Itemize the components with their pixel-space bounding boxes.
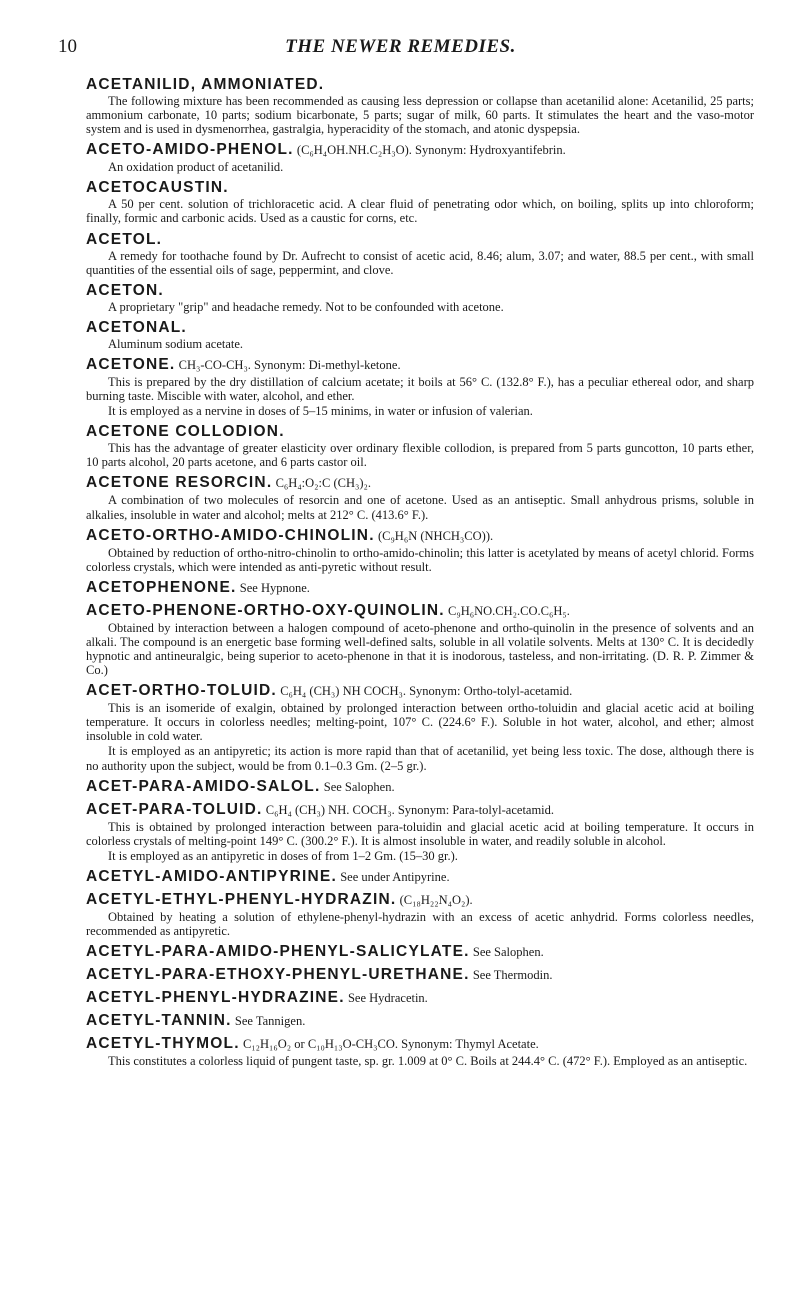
entry-heading bbox=[86, 778, 754, 796]
entry-paragraph: It is employed as an antipyretic in doses of from 1–2 Gm. (15–30 gr.). bbox=[108, 848, 458, 863]
entry bbox=[86, 943, 754, 961]
entry-formula: (C₉H₆N (NHCH₃CO)). bbox=[377, 528, 494, 543]
entry-term: ACETYL-PHENYL-HYDRAZINE. bbox=[86, 989, 345, 1007]
entry-formula: C₆H₄ (CH₃) NH. COCH₃. Synonym: Para-tolyl-acetamid. bbox=[265, 802, 555, 817]
entry-formula: See Tannigen. bbox=[234, 1014, 306, 1029]
entry-term: ACETOCAUSTIN. bbox=[86, 179, 229, 197]
dictionary-entries bbox=[86, 76, 754, 1068]
page-header bbox=[0, 36, 801, 66]
entry-paragraph: A 50 per cent. solution of trichloracetic acid. A clear fluid of penetrating odor which, on boiling, splits up into chloroform; finally, formic and carbonic acids. Used as a caustic for corns, etc. bbox=[86, 197, 754, 226]
entry-paragraph: It is employed as a nervine in doses of 5–15 minims, in water or infusion of valerian. bbox=[108, 404, 533, 419]
page-number: 10 bbox=[58, 36, 77, 57]
entry bbox=[86, 179, 754, 225]
entry-paragraph: An oxidation product of acetanilid. bbox=[108, 160, 284, 175]
entry-heading bbox=[86, 966, 754, 984]
entry-term: ACETO-AMIDO-PHENOL. bbox=[86, 141, 294, 159]
entry bbox=[86, 319, 754, 351]
entry bbox=[86, 966, 754, 984]
entry-term: ACET-ORTHO-TOLUID. bbox=[86, 682, 277, 700]
entry-term: ACETYL-AMIDO-ANTIPYRINE. bbox=[86, 867, 337, 885]
entry bbox=[86, 76, 754, 136]
running-title: THE NEWER REMEDIES. bbox=[285, 36, 516, 57]
entry bbox=[86, 474, 754, 521]
entry-term: ACETON. bbox=[86, 281, 164, 299]
entry-term: ACETONE. bbox=[86, 355, 176, 373]
entry-heading bbox=[86, 179, 754, 196]
entry bbox=[86, 682, 754, 772]
entry-term: ACETOL. bbox=[86, 230, 163, 248]
entry-term: ACETYL-THYMOL. bbox=[86, 1035, 240, 1053]
entry bbox=[86, 801, 754, 863]
entry-heading bbox=[86, 527, 754, 545]
entry-term: ACETOPHENONE. bbox=[86, 578, 237, 596]
entry-term: ACETANILID, AMMONIATED. bbox=[86, 76, 325, 93]
entry-heading bbox=[86, 579, 754, 597]
entry-heading bbox=[86, 682, 754, 700]
entry-paragraph: This is prepared by the dry distillation of calcium acetate; it boils at 56° C. (132.8° F.), has a peculiar ethereal odor, and sharp burning taste. Miscible with water, alcohol, and ether. bbox=[86, 374, 754, 404]
entry-heading bbox=[86, 141, 754, 159]
entry-paragraph: The following mixture has been recommended as causing less depression or collapse than acetanilid alone: Acetanilid, 25 parts; ammonium carbonate, 10 parts; sodium bicarbonate, 5 parts; sugar of milk, 60 parts. It stimulates the heart and the vaso-motor system and is used in dysmenorrhea, gastralgia, hyperacidity of the stomach, and atonic dyspepsia. bbox=[86, 94, 754, 137]
entry-term: ACETO-ORTHO-AMIDO-CHINOLIN. bbox=[86, 526, 375, 544]
entry-heading bbox=[86, 474, 754, 492]
entry-heading bbox=[86, 231, 754, 248]
entry bbox=[86, 778, 754, 796]
entry-paragraph: Obtained by interaction between a halogen compound of aceto-phenone and ortho-quinolin in the presence of solvents and an alkali. The compound is an energetic base forming well-defined salts, soluble in all volatile solvents. Melts at 130° C. It is decidedly hypnotic and antineuralgic, being superior to aceto-phenone in that it is inodorous, tasteless, and non-irritating. (D. R. P. Zimmer & Co.) bbox=[86, 620, 754, 678]
entry-heading bbox=[86, 943, 754, 961]
entry-formula: See Salophen. bbox=[472, 945, 544, 960]
entry-paragraph: Obtained by reduction of ortho-nitro-chinolin to ortho-amido-chinolin; this latter is acetylated by means of acetyl chlorid. Forms colorless crystals, which were intended as anti-pyretic without result. bbox=[86, 545, 754, 574]
entry-term: ACET-PARA-TOLUID. bbox=[86, 800, 263, 818]
entry-heading bbox=[86, 76, 754, 93]
entry-heading bbox=[86, 602, 754, 620]
entry-term: ACETYL-PARA-ETHOXY-PHENYL-URETHANE. bbox=[86, 966, 470, 984]
entry bbox=[86, 1012, 754, 1030]
entry-term: ACETONAL. bbox=[86, 318, 187, 336]
entry-term: ACET-PARA-AMIDO-SALOL. bbox=[86, 777, 321, 795]
entry bbox=[86, 282, 754, 314]
entry bbox=[86, 868, 754, 886]
entry bbox=[86, 579, 754, 597]
entry-term: ACETONE COLLODION. bbox=[86, 423, 285, 441]
entry-heading bbox=[86, 1012, 754, 1030]
entry-paragraph: A combination of two molecules of resorcin and one of acetone. Used as an antiseptic. Small anhydrous prisms, soluble in alkalies, insoluble in water and alcohol; melts at 212° C. (413.6° F.). bbox=[86, 493, 754, 522]
entry-term: ACETYL-PARA-AMIDO-PHENYL-SALICYLATE. bbox=[86, 943, 470, 961]
entry-formula: See under Antipyrine. bbox=[340, 869, 450, 884]
entry-term: ACETYL-TANNIN. bbox=[86, 1012, 232, 1030]
entry-term: ACETYL-ETHYL-PHENYL-HYDRAZIN. bbox=[86, 890, 397, 908]
entry-formula: See Salophen. bbox=[323, 779, 395, 794]
entry-formula: C₁₂H₁₆O₂ or C₁₀H₁₃O-CH₃CO. Synonym: Thymyl Acetate. bbox=[242, 1037, 539, 1052]
entry-paragraph: This is an isomeride of exalgin, obtained by prolonged interaction between ortho-toluidin and glacial acetic acid at boiling temperature. It occurs in colorless needles; melting-point, 107° C. (224.6° F.). Soluble in hot water, alcohol, and ether; almost insoluble in cold water. bbox=[86, 701, 754, 744]
entry-heading bbox=[86, 868, 754, 886]
entry-formula: (C₁₈H₂₂N₄O₂). bbox=[399, 892, 473, 907]
entry bbox=[86, 602, 754, 677]
entry bbox=[86, 891, 754, 938]
entry-heading bbox=[86, 801, 754, 819]
entry-formula: (C₆H₄OH.NH.C₂H₃O). Synonym: Hydroxyantifebrin. bbox=[296, 143, 566, 158]
entry-paragraph: A remedy for toothache found by Dr. Aufrecht to consist of acetic acid, 8.46; alum, 3.07; and water, 88.5 per cent., with small quantities of the essential oils of sage, peppermint, and clove. bbox=[86, 248, 754, 277]
entry-term: ACETO-PHENONE-ORTHO-OXY-QUINOLIN. bbox=[86, 601, 445, 619]
entry-formula: C₆H₄ (CH₃) NH COCH₃. Synonym: Ortho-tolyl-acetamid. bbox=[280, 684, 573, 699]
entry-paragraph: It is employed as an antipyretic; its action is more rapid than that of acetanilid, yet being less toxic. The dose, although there is no authority upon the subject, would be from 0.1–0.3 Gm. (2–5 gr.). bbox=[86, 744, 754, 773]
entry-paragraph: Aluminum sodium acetate. bbox=[108, 336, 244, 351]
entry bbox=[86, 989, 754, 1007]
entry-formula: See Thermodin. bbox=[472, 968, 553, 983]
entry bbox=[86, 423, 754, 469]
entry bbox=[86, 527, 754, 574]
entry-formula: C₉H₆NO.CH₂.CO.C₆H₅. bbox=[448, 603, 570, 618]
entry-heading bbox=[86, 1035, 754, 1053]
entry bbox=[86, 231, 754, 277]
entry-term: ACETONE RESORCIN. bbox=[86, 474, 273, 492]
entry-heading bbox=[86, 891, 754, 909]
entry-paragraph: Obtained by heating a solution of ethylene-phenyl-hydrazin with an excess of acetic anhydrid. Forms colorless needles, recommended as antipyretic. bbox=[86, 909, 754, 938]
entry bbox=[86, 356, 754, 418]
entry-formula: See Hypnone. bbox=[239, 580, 310, 595]
entry-paragraph: This has the advantage of greater elasticity over ordinary flexible collodion, is prepared from 5 parts guncotton, 10 parts ether, 10 parts alcohol, 20 parts acetone, and 6 parts castor oil. bbox=[86, 441, 754, 470]
entry-heading bbox=[86, 282, 754, 299]
entry-formula: See Hydracetin. bbox=[347, 991, 428, 1006]
entry-heading bbox=[86, 423, 754, 440]
entry-formula: CH₃-CO-CH₃. Synonym: Di-methyl-ketone. bbox=[178, 357, 401, 372]
entry bbox=[86, 141, 754, 174]
entry-paragraph: This is obtained by prolonged interaction between para-toluidin and glacial acetic acid at boiling temperature. It occurs in colorless crystals of melting-point 149° C. (300.2° F.). It is almost insoluble in water, and readily soluble in alcohol. bbox=[86, 819, 754, 848]
entry-paragraph: A proprietary "grip" and headache remedy. Not to be confounded with acetone. bbox=[108, 299, 504, 314]
entry-paragraph: This constitutes a colorless liquid of pungent taste, sp. gr. 1.009 at 0° C. Boils at 244.4° C. (472° F.). Employed as an antiseptic. bbox=[108, 1054, 748, 1069]
entry bbox=[86, 1035, 754, 1068]
entry-heading bbox=[86, 356, 754, 374]
entry-formula: C₆H₄:O₂:C (CH₃)₂. bbox=[275, 476, 371, 491]
entry-heading bbox=[86, 989, 754, 1007]
entry-heading bbox=[86, 319, 754, 336]
